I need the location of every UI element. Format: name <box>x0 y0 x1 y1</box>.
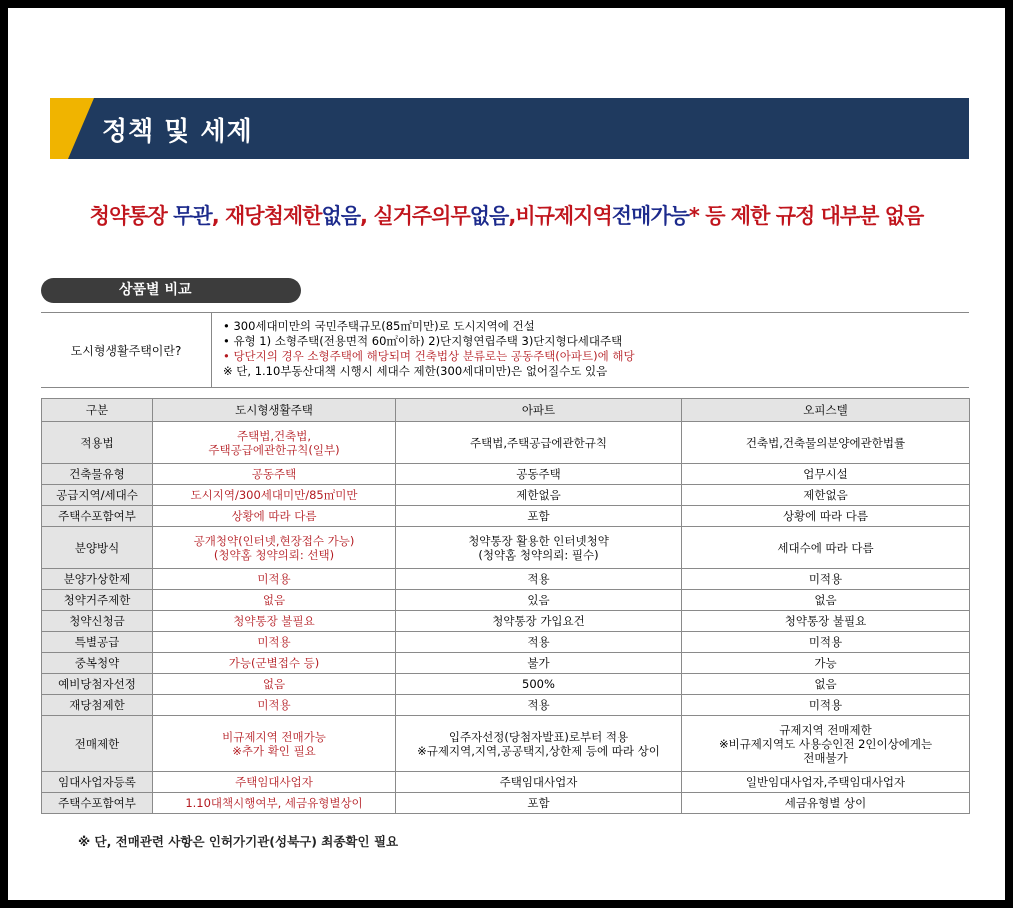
row-label: 적용법 <box>42 422 153 464</box>
cell-officetel: 건축법,건축물의분양에관한법률 <box>682 422 970 464</box>
cell-apartment: 포함 <box>396 506 682 527</box>
cell-apartment: 500% <box>396 674 682 695</box>
cell-apartment: 공동주택 <box>396 464 682 485</box>
table-row <box>42 422 970 464</box>
cell-doshi: 미적용 <box>153 569 396 590</box>
cell-apartment: 청약통장 활용한 인터넷청약 (청약홈 청약의뢰: 필수) <box>396 527 682 569</box>
cell-doshi: 주택임대사업자 <box>153 772 396 793</box>
cell-officetel: 없음 <box>682 590 970 611</box>
banner-segment: 청약통장 <box>89 204 174 228</box>
table-row <box>42 569 970 590</box>
cell-officetel: 세금유형별 상이 <box>682 793 970 814</box>
cell-officetel: 일반임대사업자,주택임대사업자 <box>682 772 970 793</box>
row-label: 주택수포함여부 <box>42 506 153 527</box>
cell-apartment: 적용 <box>396 695 682 716</box>
cell-doshi: 공개청약(인터넷,현장접수 가능) (청약홈 청약의뢰: 선택) <box>153 527 396 569</box>
table-row <box>42 674 970 695</box>
table-row <box>42 772 970 793</box>
banner-segment: 없음 <box>321 204 361 228</box>
cell-doshi: 없음 <box>153 590 396 611</box>
row-label: 공급지역/세대수 <box>42 485 153 506</box>
table-row <box>42 611 970 632</box>
table-row <box>42 632 970 653</box>
row-label: 중복청약 <box>42 653 153 674</box>
cell-doshi: 없음 <box>153 674 396 695</box>
row-label: 분양가상한제 <box>42 569 153 590</box>
header-apartment: 아파트 <box>396 399 682 422</box>
table-header-row <box>42 399 970 422</box>
banner-segment: * 등 제한 규정 대부분 없음 <box>688 204 924 228</box>
cell-apartment: 포함 <box>396 793 682 814</box>
header-officetel: 오피스텔 <box>682 399 970 422</box>
header-accent-triangle <box>68 98 94 159</box>
banner-segment: 전매가능 <box>611 204 689 228</box>
cell-officetel: 규제지역 전매제한 ※비규제지역도 사용승인전 2인이상에게는 전매불가 <box>682 716 970 772</box>
cell-doshi: 상황에 따라 다름 <box>153 506 396 527</box>
row-label: 청약거주제한 <box>42 590 153 611</box>
cell-doshi: 청약통장 불필요 <box>153 611 396 632</box>
cell-doshi: 가능(군별접수 등) <box>153 653 396 674</box>
table-row <box>42 793 970 814</box>
row-label: 특별공급 <box>42 632 153 653</box>
comparison-table <box>41 398 970 814</box>
header-doshi: 도시형생활주택 <box>153 399 396 422</box>
definition-line: ※ 단, 1.10부동산대책 시행시 세대수 제한(300세대미만)은 없어질수도 있음 <box>223 364 608 378</box>
footnote: ※ 단, 전매관련 사항은 인허가기관(성북구) 최종확인 필요 <box>78 834 399 849</box>
definition-line: • 300세대미만의 국민주택규모(85㎡미만)로 도시지역에 건설 <box>223 319 535 333</box>
cell-doshi: 공동주택 <box>153 464 396 485</box>
table-row <box>42 485 970 506</box>
cell-officetel: 상황에 따라 다름 <box>682 506 970 527</box>
banner-segment: , <box>508 204 516 228</box>
row-label: 주택수포함여부 <box>42 793 153 814</box>
row-label: 예비당첨자선정 <box>42 674 153 695</box>
cell-doshi: 도시지역/300세대미만/85㎡미만 <box>153 485 396 506</box>
cell-officetel: 세대수에 따라 다름 <box>682 527 970 569</box>
header-category: 구분 <box>42 399 153 422</box>
row-label: 전매제한 <box>42 716 153 772</box>
cell-doshi: 1.10대책시행여부, 세금유형별상이 <box>153 793 396 814</box>
table-row <box>42 464 970 485</box>
definition-box <box>41 312 969 388</box>
cell-officetel: 미적용 <box>682 569 970 590</box>
cell-officetel: 가능 <box>682 653 970 674</box>
banner-segment: 재당첨제한 <box>225 204 322 228</box>
cell-apartment: 제한없음 <box>396 485 682 506</box>
cell-apartment: 적용 <box>396 569 682 590</box>
cell-officetel: 업무시설 <box>682 464 970 485</box>
cell-officetel: 제한없음 <box>682 485 970 506</box>
definition-line: • 유형 1) 소형주택(전용면적 60㎡이하) 2)단지형연립주택 3)단지형다세대주택 <box>223 334 623 348</box>
table-row <box>42 506 970 527</box>
cell-apartment: 주택임대사업자 <box>396 772 682 793</box>
table-row <box>42 527 970 569</box>
cell-apartment: 주택법,주택공급에관한규칙 <box>396 422 682 464</box>
table-row <box>42 695 970 716</box>
banner-segment: 실거주의무 <box>373 204 470 228</box>
cell-officetel: 미적용 <box>682 632 970 653</box>
cell-doshi: 비규제지역 전매가능 ※추가 확인 필요 <box>153 716 396 772</box>
definition-lines <box>223 319 635 379</box>
row-label: 분양방식 <box>42 527 153 569</box>
banner-segment: , <box>360 204 374 228</box>
page <box>8 8 1005 900</box>
cell-officetel: 없음 <box>682 674 970 695</box>
banner-segment: 없음 <box>469 204 509 228</box>
table-row <box>42 716 970 772</box>
header-accent-bar <box>50 98 68 159</box>
cell-officetel: 청약통장 불필요 <box>682 611 970 632</box>
cell-apartment: 적용 <box>396 632 682 653</box>
cell-apartment: 청약통장 가입요건 <box>396 611 682 632</box>
cell-doshi: 미적용 <box>153 632 396 653</box>
table-row <box>42 653 970 674</box>
banner-segment: 비규제지역 <box>515 204 612 228</box>
cell-apartment: 있음 <box>396 590 682 611</box>
cell-apartment: 불가 <box>396 653 682 674</box>
banner-segment: , <box>211 204 226 228</box>
banner-segment: 무관 <box>173 204 212 228</box>
cell-officetel: 미적용 <box>682 695 970 716</box>
row-label: 임대사업자등록 <box>42 772 153 793</box>
section-label: 상품별 비교 <box>41 278 301 303</box>
cell-apartment: 입주자선정(당첨자발표)로부터 적용 ※규제지역,지역,공공택지,상한제 등에 따라 상이 <box>396 716 682 772</box>
cell-doshi: 미적용 <box>153 695 396 716</box>
cell-doshi: 주택법,건축법, 주택공급에관한규칙(일부) <box>153 422 396 464</box>
page-title: 정책 및 세제 <box>102 117 253 147</box>
definition-line: • 당단지의 경우 소형주택에 해당되며 건축법상 분류로는 공동주택(아파트)에 해당 <box>223 349 635 363</box>
row-label: 건축물유형 <box>42 464 153 485</box>
definition-label: 도시형생활주택이란? <box>41 313 212 387</box>
row-label: 청약신청금 <box>42 611 153 632</box>
row-label: 재당첨제한 <box>42 695 153 716</box>
section-header <box>50 98 969 159</box>
summary-banner <box>8 200 1005 230</box>
table-row <box>42 590 970 611</box>
